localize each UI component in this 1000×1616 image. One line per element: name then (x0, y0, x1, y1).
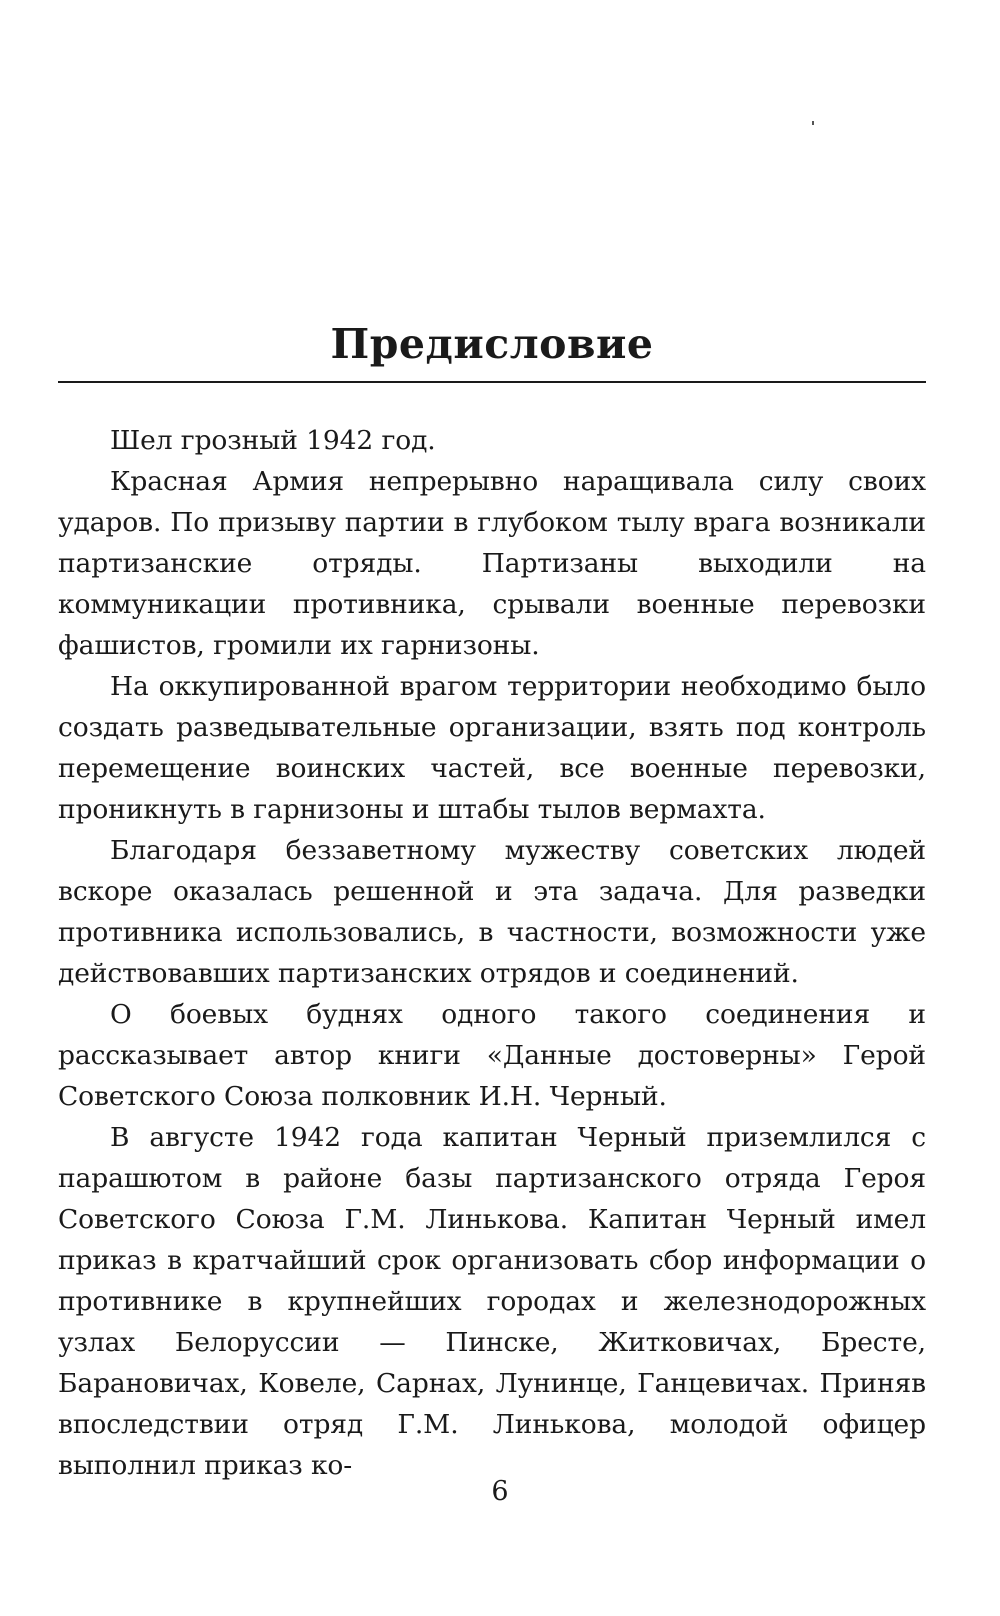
body-text (58, 420, 926, 1486)
paragraph: В августе 1942 года капитан Черный приземлился с парашютом в районе базы партизанского отряда Героя Советского Союза Г.М. Линькова. Капитан Черный имел приказ в кратчайший срок организовать сбор информации о противнике в крупнейших городах и железнодорожных узлах Белоруссии — Пинске, Житковичах, Бресте, Барановичах, Ковеле, Сарнах, Лунинце, Ганцевичах. Приняв впоследствии отряд Г.М. Линькова, молодой офицер выполнил приказ ко- (58, 1122, 926, 1481)
paragraph: О боевых буднях одного такого соединения и рассказывает автор книги «Данные достоверны» Герой Советского Союза полковник И.Н. Черный. (58, 999, 926, 1112)
paragraph: Шел грозный 1942 год. (110, 425, 436, 456)
paragraph: На оккупированной врагом территории необходимо было создать разведывательные организации, взять под контроль перемещение воинских частей, все военные перевозки, проникнуть в гарнизоны и штабы тылов вермахта. (58, 671, 926, 825)
paragraph: Благодаря беззаветному мужеству советских людей вскоре оказалась решенной и эта задача. Для разведки противника использовались, в частности, возможности уже действовавших партизанских отрядов и соединений. (58, 835, 926, 989)
chapter-title: Предисловие (330, 320, 654, 368)
paragraph: Красная Армия непрерывно наращивала силу своих ударов. По призыву партии в глубоком тылу врага возникали партизанские отряды. Партизаны выходили на коммуникации противника, срывали военные перевозки фашистов, громили их гарнизоны. (58, 466, 926, 661)
page-number: 6 (491, 1476, 509, 1507)
title-rule (58, 381, 926, 383)
print-speck (812, 121, 814, 125)
